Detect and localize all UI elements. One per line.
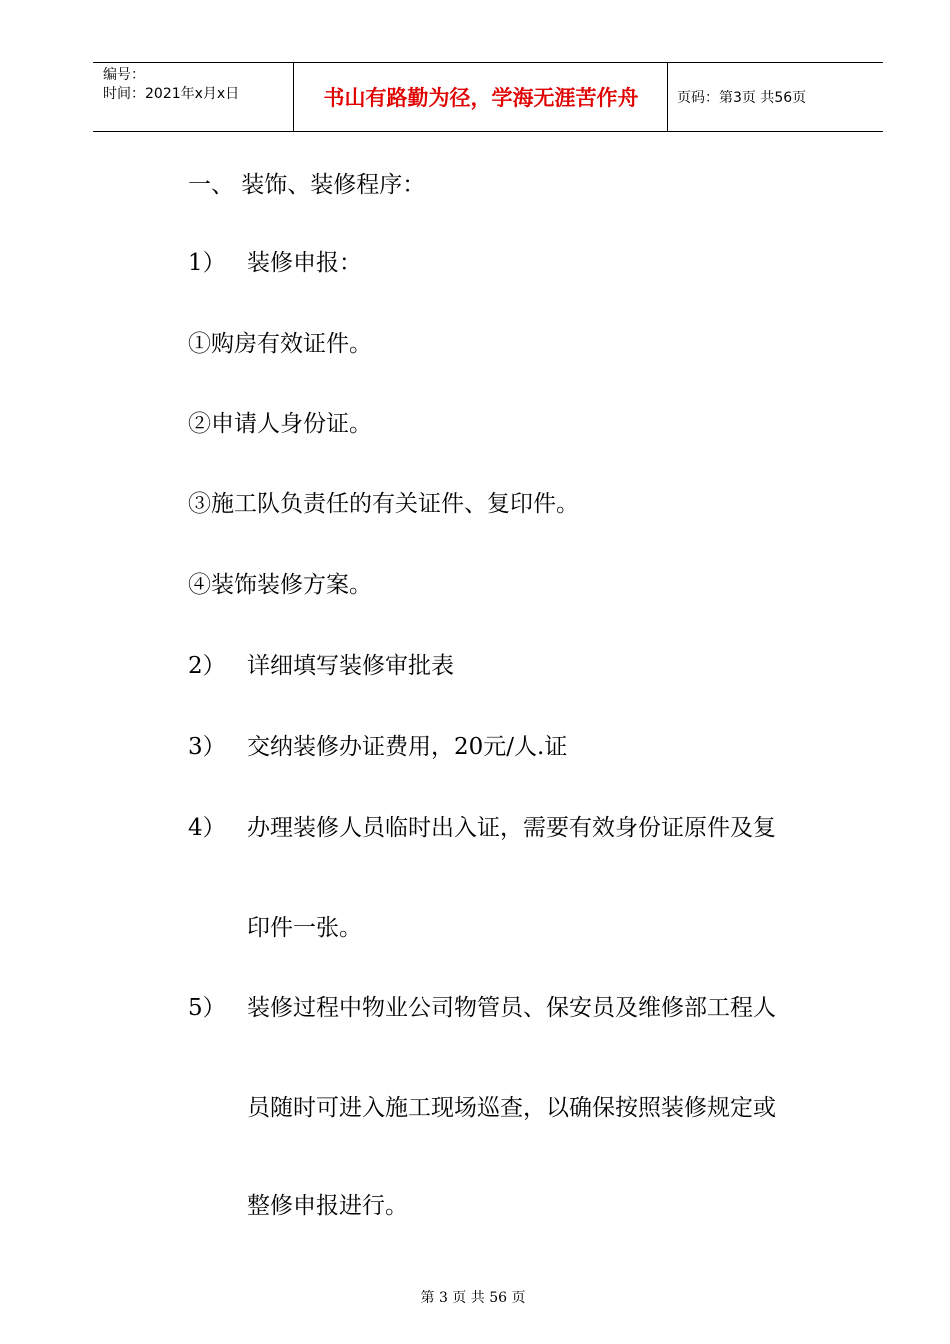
header-left-cell (93, 63, 293, 131)
list-item-continuation: 员随时可进入施工现场巡查，以确保按照装修规定或 (247, 1095, 776, 1121)
document-number-label: 编号： (103, 67, 145, 83)
list-item-text: 交纳装修办证费用，20元/人.证 (247, 734, 568, 760)
header-divider-left (293, 63, 294, 131)
list-item-text: 装修过程中物业公司物管员、保安员及维修部工程人 (247, 995, 776, 1021)
list-item: ③施工队负责任的有关证件、复印件。 (188, 491, 579, 517)
list-item-text: 装修申报： (247, 250, 362, 276)
header-page-info: 页码：第3页 共56页 (677, 90, 807, 106)
list-item: ④装饰装修方案。 (188, 572, 372, 598)
list-item-number: 2） (188, 653, 226, 679)
list-item-number: 4） (188, 815, 226, 841)
header-divider-right (667, 63, 668, 131)
list-item-continuation: 印件一张。 (247, 915, 362, 941)
list-item-continuation: 整修申报进行。 (247, 1193, 408, 1219)
list-item-text: 办理装修人员临时出入证，需要有效身份证原件及复 (247, 815, 776, 841)
list-item-number: 5） (188, 995, 226, 1021)
header-right-cell (669, 63, 883, 131)
header-middle-cell (295, 63, 667, 131)
page-header (93, 62, 883, 132)
header-slogan: 书山有路勤为径，学海无涯苦作舟 (323, 86, 639, 110)
list-item-number: 3） (188, 734, 226, 760)
list-item: ①购房有效证件。 (188, 331, 372, 357)
page-footer (0, 1287, 950, 1307)
section-title: 一、 装饰、装修程序： (188, 172, 426, 198)
list-item: ②申请人身份证。 (188, 411, 372, 437)
list-item-number: 1） (188, 250, 226, 276)
list-item-text: 详细填写装修审批表 (247, 653, 454, 679)
footer-page-number: 第 3 页 共 56 页 (420, 1290, 526, 1306)
document-date-label: 时间：2021年x月x日 (103, 86, 240, 102)
